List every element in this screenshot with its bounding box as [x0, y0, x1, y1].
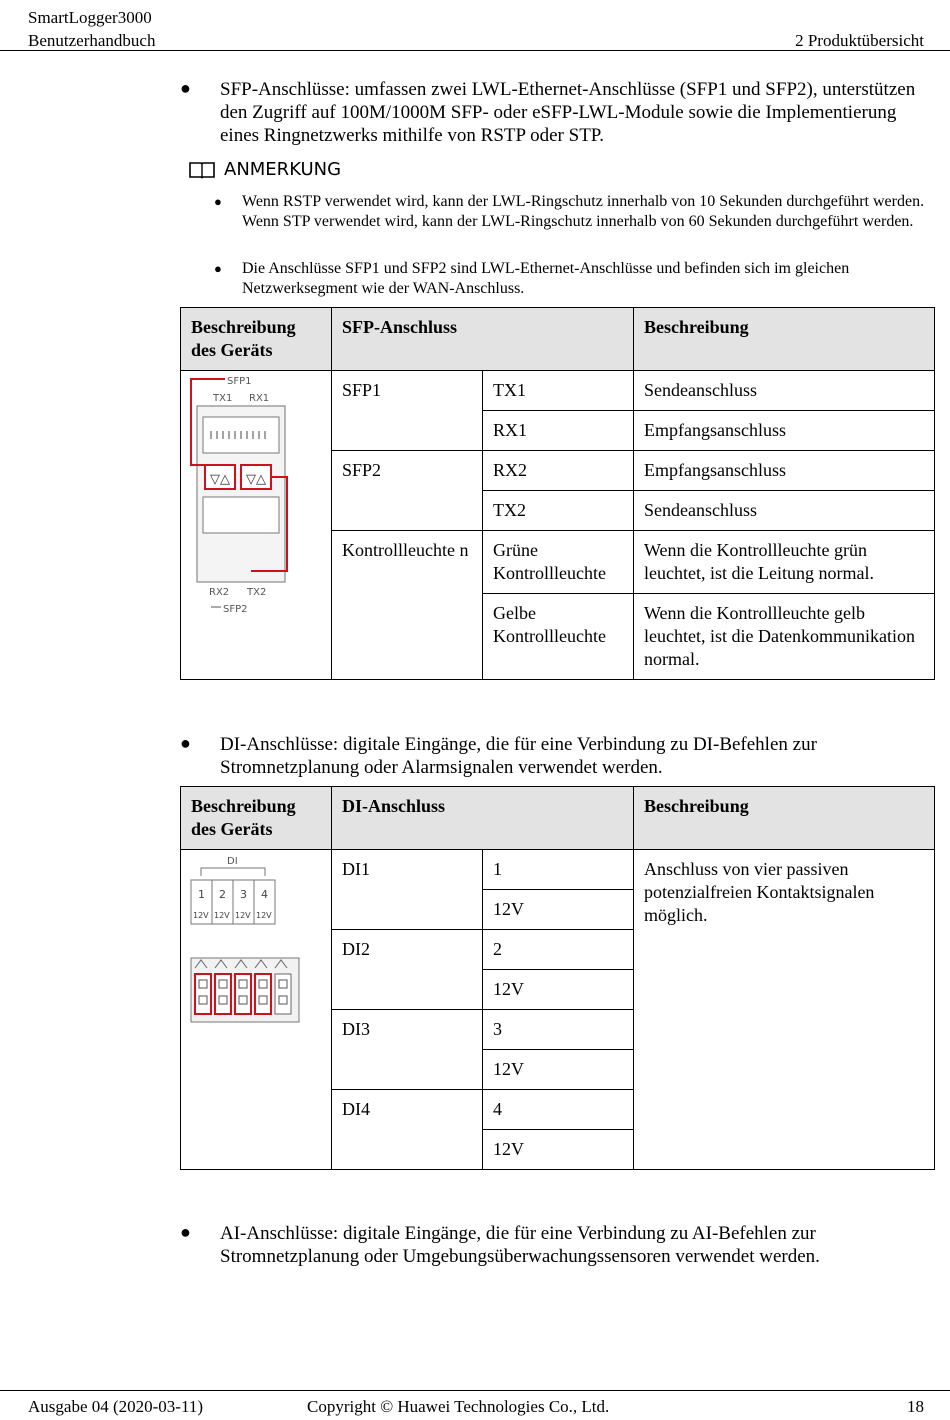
header-divider: [0, 50, 950, 51]
column-header: SFP-Anschluss: [332, 308, 634, 371]
column-header: Beschreibung: [634, 787, 935, 850]
pin-label: 4: [261, 888, 268, 901]
port-cell: DI2: [332, 930, 483, 1010]
subport-cell: TX2: [483, 491, 634, 531]
port-cell: DI1: [332, 850, 483, 930]
running-header: [28, 6, 155, 52]
note-item: Wenn RSTP verwendet wird, kann der LWL-Ringschutz innerhalb von 10 Sekunden durchgeführt werden. Wenn STP verwendet wird, kann der LWL-Ringschutz innerhalb von 60 Sekunden durchgeführt werden.: [242, 193, 925, 230]
value-cell: 12V: [483, 1050, 634, 1090]
description-cell: Wenn die Kontrollleuchte gelb leuchtet, ist die Datenkommunikation normal.: [634, 594, 935, 680]
di-device-image: [181, 850, 332, 1170]
bullet-icon: ●: [214, 261, 222, 276]
footer-divider: [0, 1390, 950, 1391]
note-item: Die Anschlüsse SFP1 und SFP2 sind LWL-Ethernet-Anschlüsse und befinden sich im gleichen Netzwerksegment wie der WAN-Anschluss.: [242, 260, 850, 297]
manual-name: Benutzerhandbuch: [28, 31, 156, 50]
value-cell: 12V: [483, 890, 634, 930]
table-row: [181, 371, 935, 411]
volt-label: 12V: [193, 911, 209, 920]
note-title: ANMERKUNG: [224, 159, 342, 180]
page-number: 18: [907, 1397, 924, 1416]
value-cell: 12V: [483, 970, 634, 1010]
column-header: Beschreibung des Geräts: [181, 787, 332, 850]
description-cell: Empfangsanschluss: [634, 451, 935, 491]
port-cell: DI3: [332, 1010, 483, 1090]
chapter-title: 2 Produktübersicht: [795, 31, 924, 50]
subport-cell: TX1: [483, 371, 634, 411]
tx2-image-label: TX2: [247, 587, 267, 598]
value-cell: 4: [483, 1090, 634, 1130]
rx1-image-label: RX1: [249, 393, 270, 404]
pin-label: 2: [219, 888, 226, 901]
port-cell: SFP2: [332, 451, 483, 531]
di-image-title: DI: [227, 856, 238, 867]
value-cell: 2: [483, 930, 634, 970]
volt-label: 12V: [256, 911, 272, 920]
description-cell: Sendeanschluss: [634, 371, 935, 411]
subport-cell: RX2: [483, 451, 634, 491]
value-cell: 12V: [483, 1130, 634, 1170]
ai-bullet-text: AI-Anschlüsse: digitale Eingänge, die für eine Verbindung zu AI-Befehlen zur Stromnetzplanung oder Umgebungsüberwachungssensoren verwendet werden.: [220, 1223, 820, 1267]
value-cell: 3: [483, 1010, 634, 1050]
bullet-icon: ●: [214, 194, 222, 209]
di-bullet-text: DI-Anschlüsse: digitale Eingänge, die für eine Verbindung zu DI-Befehlen zur Stromnetzplanung oder Alarmsignalen verwendet werden.: [220, 734, 817, 778]
sfp-device-image: [181, 371, 332, 680]
svg-text:▽△: ▽△: [246, 472, 266, 487]
volt-label: 12V: [235, 911, 251, 920]
copyright-label: Copyright © Huawei Technologies Co., Ltd.: [307, 1397, 610, 1416]
edition-label: Ausgabe 04 (2020-03-11): [28, 1397, 203, 1416]
note-heading: [188, 159, 341, 180]
value-cell: 1: [483, 850, 634, 890]
bullet-icon: ●: [180, 733, 191, 753]
column-header: DI-Anschluss: [332, 787, 634, 850]
sfp-bullet-text: SFP-Anschlüsse: umfassen zwei LWL-Ethernet-Anschlüsse (SFP1 und SFP2), unterstützen den Zugriff auf 100M/1000M SFP- oder eSFP-LWL-Module sowie die Implementierung eines Ringnetzwerks mithilfe von RSTP oder STP.: [220, 79, 916, 146]
table-header-row: [181, 787, 935, 850]
sfp-table: [180, 307, 935, 680]
bullet-icon: ●: [180, 78, 191, 98]
description-cell: Anschluss von vier passiven potenzialfreien Kontaktsignalen möglich.: [634, 850, 935, 1170]
sfp1-image-label: SFP1: [227, 376, 252, 387]
port-cell: Kontrollleuchte n: [332, 531, 483, 680]
bullet-icon: ●: [180, 1222, 191, 1242]
column-header: Beschreibung: [634, 308, 935, 371]
table-row: [181, 850, 935, 890]
description-cell: Wenn die Kontrollleuchte grün leuchtet, ist die Leitung normal.: [634, 531, 935, 594]
table-header-row: [181, 308, 935, 371]
description-cell: Sendeanschluss: [634, 491, 935, 531]
product-name: SmartLogger3000: [28, 8, 152, 27]
rx2-image-label: RX2: [209, 587, 230, 598]
description-cell: Empfangsanschluss: [634, 411, 935, 451]
subport-cell: RX1: [483, 411, 634, 451]
column-header: Beschreibung des Geräts: [181, 308, 332, 371]
pin-label: 3: [240, 888, 247, 901]
tx1-image-label: TX1: [213, 393, 233, 404]
subport-cell: Gelbe Kontrollleuchte: [483, 594, 634, 680]
subport-cell: Grüne Kontrollleuchte: [483, 531, 634, 594]
book-icon: [188, 161, 216, 179]
svg-text:▽△: ▽△: [210, 472, 230, 487]
port-cell: SFP1: [332, 371, 483, 451]
sfp2-image-label: SFP2: [223, 604, 248, 615]
volt-label: 12V: [214, 911, 230, 920]
pin-label: 1: [198, 888, 205, 901]
sfp-port-diagram: [181, 371, 331, 676]
di-port-diagram: [181, 850, 331, 1166]
port-cell: DI4: [332, 1090, 483, 1170]
di-table: [180, 786, 935, 1170]
